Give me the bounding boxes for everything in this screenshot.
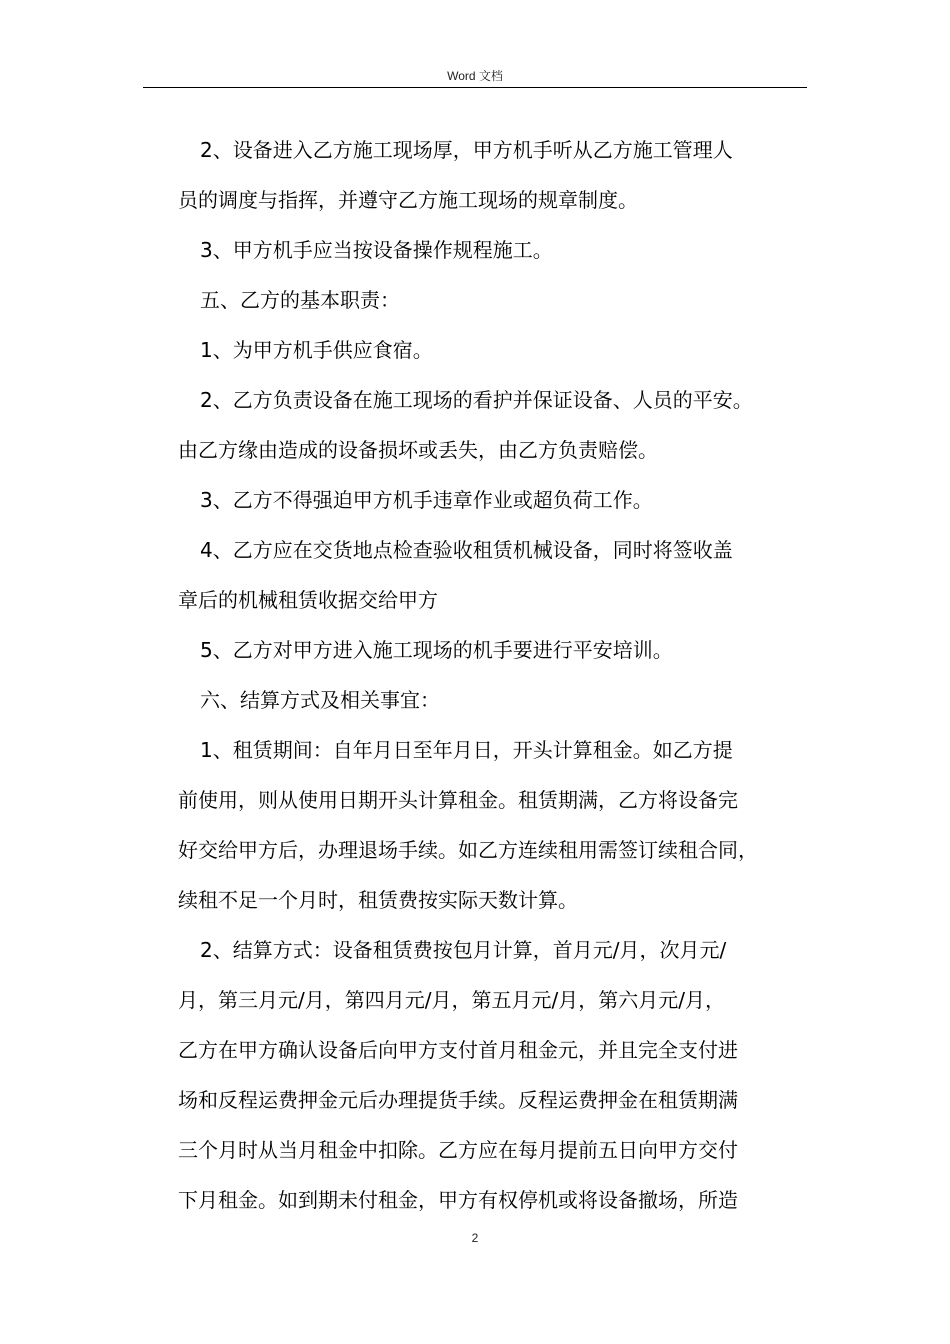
page-header: Word 文档 xyxy=(447,69,503,83)
page-number: 2 xyxy=(471,1231,479,1245)
paragraph-line: 月，第三月元/月，第四月元/月，第五月元/月，第六月元/月， xyxy=(178,988,725,1012)
paragraph-line: 2、结算方式：设备租赁费按包月计算，首月元/月，次月元/ xyxy=(200,938,727,962)
header-rule xyxy=(143,87,807,88)
paragraph-line: 5、乙方对甲方进入施工现场的机手要进行平安培训。 xyxy=(200,638,673,662)
paragraph-line: 2、乙方负责设备在施工现场的看护并保证设备、人员的平安。 xyxy=(200,388,753,412)
document-body xyxy=(178,125,808,1225)
paragraph-line: 由乙方缘由造成的设备损坏或丢失，由乙方负责赔偿。 xyxy=(178,438,658,462)
paragraph-line: 场和反程运费押金元后办理提货手续。反程运费押金在租赁期满 xyxy=(178,1088,738,1112)
paragraph-line: 好交给甲方后，办理退场手续。如乙方连续租用需签订续租合同， xyxy=(178,838,758,862)
paragraph-line: 前使用，则从使用日期开头计算租金。租赁期满，乙方将设备完 xyxy=(178,788,738,812)
paragraph-line: 3、乙方不得强迫甲方机手违章作业或超负荷工作。 xyxy=(200,488,653,512)
paragraph-line: 章后的机械租赁收据交给甲方 xyxy=(178,588,438,612)
paragraph-line: 三个月时从当月租金中扣除。乙方应在每月提前五日向甲方交付 xyxy=(178,1138,738,1162)
paragraph-line: 1、租赁期间：自年月日至年月日，开头计算租金。如乙方提 xyxy=(200,738,733,762)
paragraph-line: 1、为甲方机手供应食宿。 xyxy=(200,338,433,362)
paragraph-line: 续租不足一个月时，租赁费按实际天数计算。 xyxy=(178,888,578,912)
paragraph-line: 2、设备进入乙方施工现场厚，甲方机手听从乙方施工管理人 xyxy=(200,138,733,162)
paragraph-line: 员的调度与指挥，并遵守乙方施工现场的规章制度。 xyxy=(178,188,638,212)
section-heading: 六、结算方式及相关事宜： xyxy=(200,688,440,712)
paragraph-line: 下月租金。如到期未付租金，甲方有权停机或将设备撤场，所造 xyxy=(178,1188,738,1212)
paragraph-line: 4、乙方应在交货地点检查验收租赁机械设备，同时将签收盖 xyxy=(200,538,733,562)
section-heading: 五、乙方的基本职责： xyxy=(200,288,400,312)
paragraph-line: 3、甲方机手应当按设备操作规程施工。 xyxy=(200,238,553,262)
paragraph-line: 乙方在甲方确认设备后向甲方支付首月租金元，并且完全支付进 xyxy=(178,1038,738,1062)
